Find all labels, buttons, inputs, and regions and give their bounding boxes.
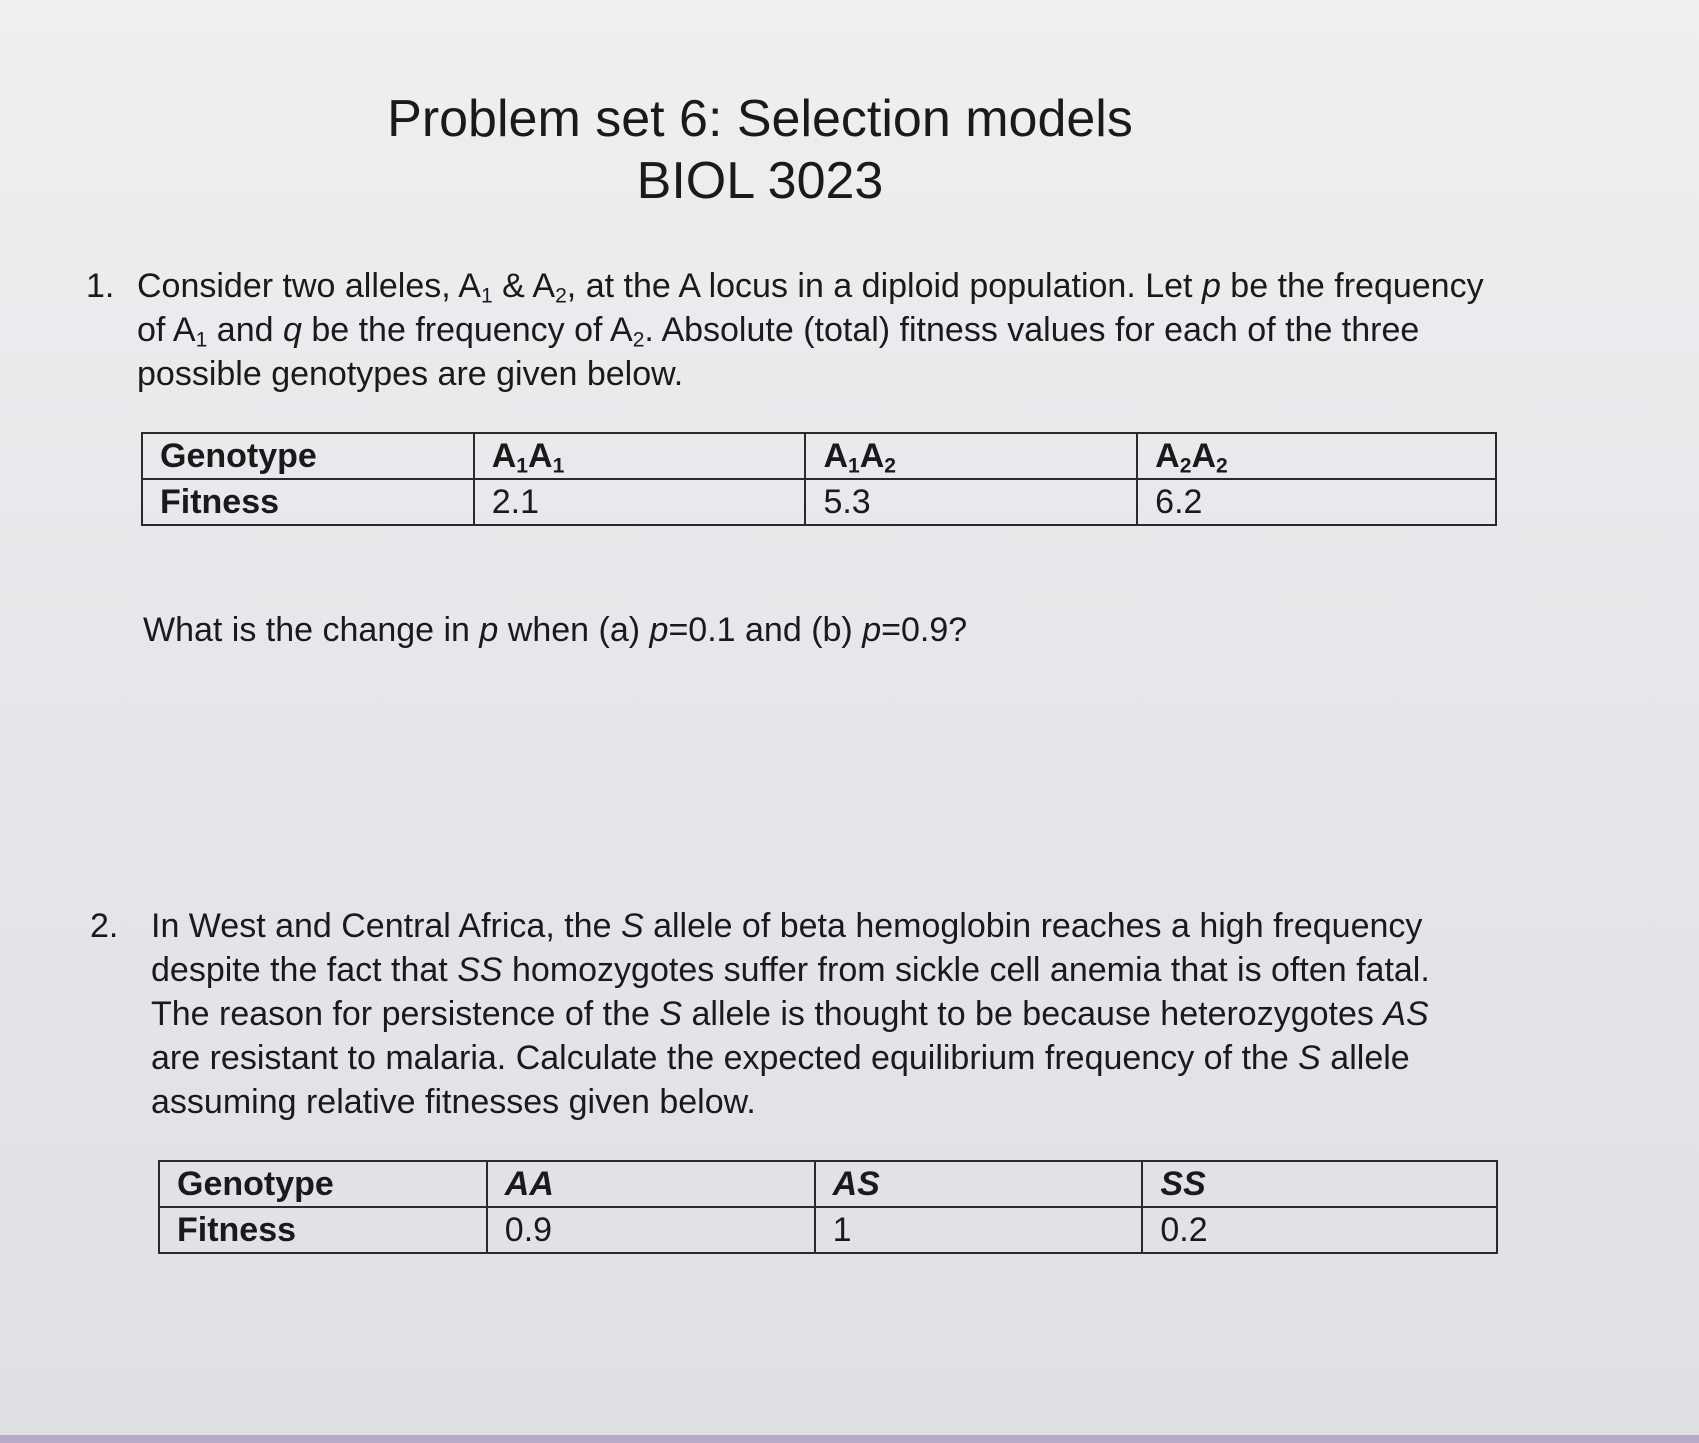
question-1 — [86, 264, 1486, 396]
genotype: AS — [832, 1164, 880, 1203]
text-part: Consider two alleles, A — [137, 267, 481, 305]
variable-p: p — [862, 611, 882, 649]
question-number: 1. — [86, 267, 115, 305]
text-part: , at the A locus in a diploid population. Let — [566, 267, 1202, 305]
allele-subscript: 1 — [480, 284, 493, 308]
text-part: are resistant to malaria. Calculate the expected equilibrium frequency of the — [151, 1039, 1299, 1077]
text-part: In West and Central Africa, the — [151, 907, 621, 945]
text-part: be the frequency of A — [301, 311, 633, 349]
italic-term: S — [659, 995, 683, 1033]
italic-term: SS — [457, 951, 503, 989]
text-part: =0.9? — [881, 611, 968, 649]
fitness-value: 0.2 — [1142, 1207, 1497, 1253]
table-row — [142, 479, 1496, 525]
allele-subscript: 1 — [516, 453, 529, 477]
variable-p: p — [649, 611, 669, 649]
screen-edge — [0, 1435, 1699, 1443]
allele: A — [1191, 436, 1217, 475]
allele-subscript: 2 — [884, 453, 897, 477]
fitness-value: 2.1 — [474, 479, 806, 525]
genotype: AA — [504, 1164, 554, 1203]
text-part: and — [207, 311, 283, 349]
text-part: =0.1 and (b) — [668, 611, 863, 649]
row-label: Fitness — [159, 1207, 487, 1253]
allele: A — [528, 436, 553, 475]
text-part: allele assuming relative fitnesses given below. — [151, 1039, 1410, 1121]
header — [0, 88, 1520, 212]
italic-term: S — [1298, 1039, 1321, 1077]
fitness-value: 1 — [815, 1207, 1143, 1253]
genotype-cell — [1137, 433, 1496, 479]
allele-subscript: 2 — [555, 284, 567, 308]
variable-p: p — [1201, 267, 1221, 305]
question-2 — [90, 904, 1480, 1124]
allele-subscript: 1 — [848, 453, 860, 477]
italic-term: S — [620, 907, 644, 945]
row-label: Genotype — [142, 433, 474, 479]
text-part: & A — [492, 267, 556, 305]
question-text — [137, 264, 1486, 396]
genotype-cell — [1142, 1161, 1497, 1207]
genotype-cell — [474, 433, 806, 479]
allele-subscript: 1 — [195, 328, 208, 352]
allele: A — [1155, 436, 1180, 475]
course-code: BIOL 3023 — [636, 152, 884, 210]
genotype-cell — [487, 1161, 815, 1207]
variable-q: q — [282, 311, 302, 349]
table-row — [142, 433, 1496, 479]
text-part: be the frequency of A — [137, 267, 1484, 349]
italic-term: AS — [1383, 995, 1429, 1033]
genotype: SS — [1160, 1164, 1206, 1203]
question-number: 2. — [90, 907, 119, 945]
genotype-cell — [805, 433, 1137, 479]
allele: A — [859, 436, 885, 475]
table-row — [159, 1207, 1497, 1253]
text-part: when (a) — [498, 611, 650, 649]
text-part: allele is thought to be because heterozygotes — [682, 995, 1384, 1033]
text-part: What is the change in — [143, 611, 480, 649]
question-1-followup — [143, 608, 967, 652]
table-row — [159, 1161, 1497, 1207]
allele: A — [491, 436, 517, 475]
genotype-cell — [815, 1161, 1143, 1207]
allele: A — [823, 436, 848, 475]
fitness-table-2 — [158, 1160, 1498, 1254]
allele-subscript: 2 — [632, 328, 645, 352]
variable-p: p — [479, 611, 499, 649]
fitness-value: 6.2 — [1137, 479, 1496, 525]
text-part: . Absolute (total) fitness values for each of the three possible genotypes are given below. — [137, 311, 1420, 393]
fitness-value: 0.9 — [487, 1207, 815, 1253]
allele-subscript: 1 — [552, 453, 565, 477]
question-text — [151, 904, 1480, 1124]
fitness-value: 5.3 — [805, 479, 1137, 525]
row-label: Genotype — [159, 1161, 487, 1207]
text-part: homozygotes suffer from sickle cell anemia that is often fatal. The reason for persistence of the — [151, 951, 1430, 1033]
allele-subscript: 2 — [1179, 453, 1192, 477]
page-title: Problem set 6: Selection models — [387, 90, 1133, 148]
allele-subscript: 2 — [1216, 453, 1228, 477]
text-part: allele of beta hemoglobin reaches a high frequency despite the fact that — [151, 907, 1423, 989]
fitness-table-1 — [141, 432, 1497, 526]
row-label: Fitness — [142, 479, 474, 525]
